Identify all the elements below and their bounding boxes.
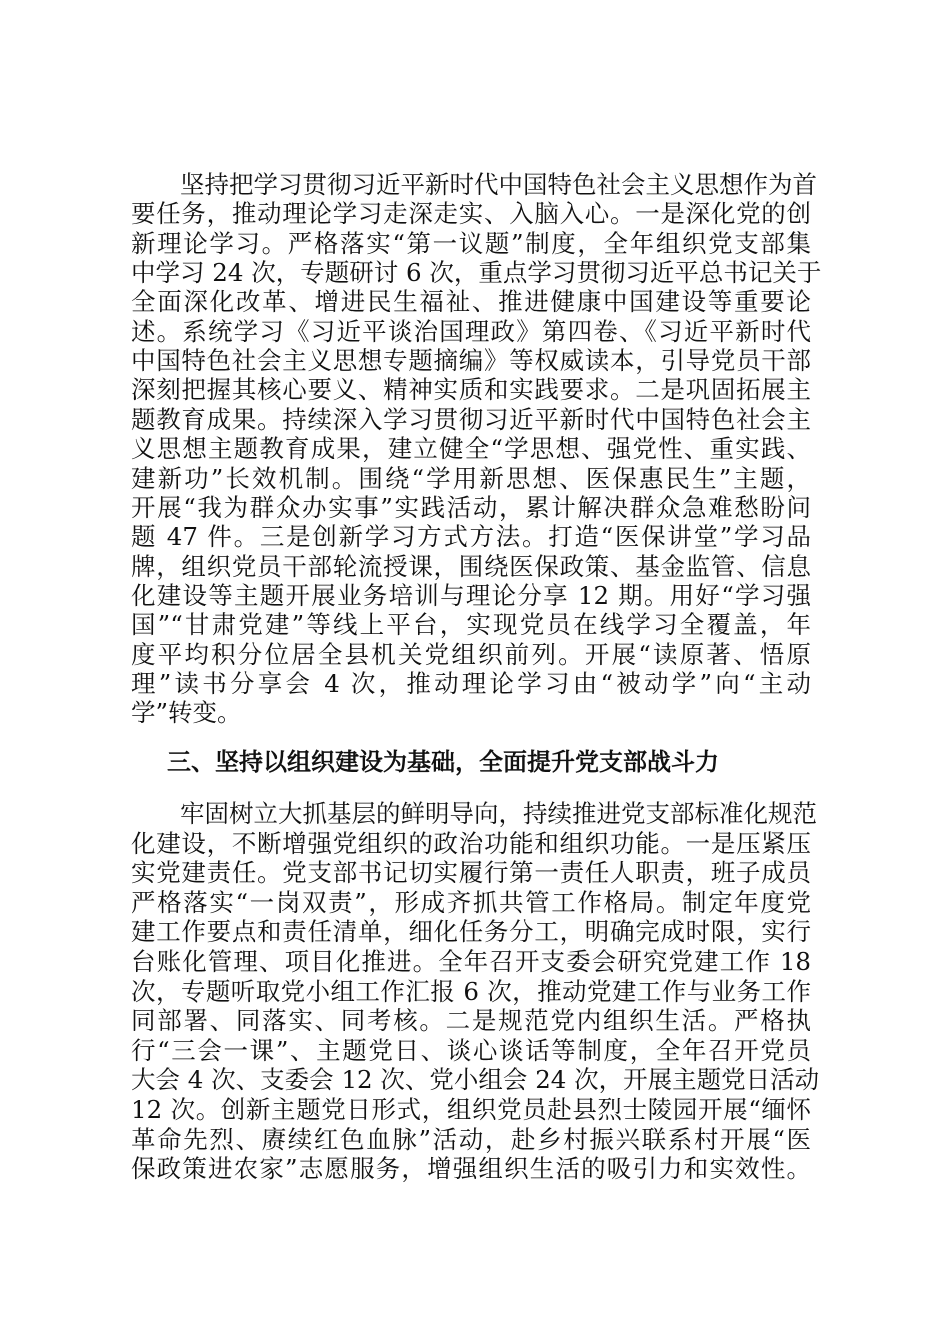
paragraph-line: 学”转变。 — [131, 698, 242, 727]
section-heading: 三、坚持以组织建设为基础，全面提升党支部战斗力 — [167, 748, 719, 776]
paragraph-line: 义思想主题教育成果，建立健全“学思想、强党性、重实践、 — [131, 434, 811, 463]
paragraph-line: 国”“甘肃党建”等线上平台，实现党员在线学习全覆盖，年 — [131, 610, 811, 639]
paragraph-line: 次，专题听取党小组工作汇报 6 次，推动党建工作与业务工作 — [131, 977, 811, 1006]
paragraph-line: 述。系统学习《习近平谈治国理政》第四卷、《习近平新时代 — [131, 317, 811, 346]
paragraph-line: 保政策进农家”志愿服务，增强组织生活的吸引力和实效性。 — [131, 1154, 811, 1183]
paragraph-line: 全面深化改革、增进民生福祉、推进健康中国建设等重要论 — [131, 287, 811, 316]
paragraph-line: 12 次。创新主题党日形式，组织党员赴县烈士陵园开展“缅怀 — [131, 1095, 811, 1124]
paragraph-line: 台账化管理、项目化推进。全年召开支委会研究党建工作 18 — [131, 947, 811, 976]
paragraph-line: 化建设，不断增强党组织的政治功能和组织功能。一是压紧压 — [131, 829, 811, 858]
paragraph-line: 中学习 24 次，专题研讨 6 次，重点学习贯彻习近平总书记关于 — [131, 258, 822, 287]
paragraph-line: 深刻把握其核心要义、精神实质和实践要求。二是巩固拓展主 — [131, 375, 811, 404]
paragraph-line: 革命先烈、赓续红色血脉”活动，赴乡村振兴联系村开展“医 — [131, 1125, 811, 1154]
paragraph-line: 严格落实“一岗双责”，形成齐抓共管工作格局。制定年度党 — [131, 888, 811, 917]
paragraph-line: 中国特色社会主义思想专题摘编》等权威读本，引导党员干部 — [131, 346, 811, 375]
paragraph-line: 行“三会一课”、主题党日、谈心谈话等制度，全年召开党员 — [131, 1036, 811, 1065]
paragraph-line: 新理论学习。严格落实“第一议题”制度，全年组织党支部集 — [131, 229, 811, 258]
paragraph-line: 理”读书分享会 4 次，推动理论学习由“被动学”向“主动 — [131, 669, 811, 698]
paragraph-line: 坚持把学习贯彻习近平新时代中国特色社会主义思想作为首 — [180, 170, 817, 199]
paragraph-line: 开展“我为群众办实事”实践活动，累计解决群众急难愁盼问 — [131, 493, 811, 522]
paragraph-line: 题 47 件。三是创新学习方式方法。打造“医保讲堂”学习品 — [131, 522, 811, 551]
paragraph-line: 牢固树立大抓基层的鲜明导向，持续推进党支部标准化规范 — [180, 799, 817, 828]
paragraph-line: 建工作要点和责任清单，细化任务分工，明确完成时限，实行 — [131, 917, 811, 946]
paragraph-line: 要任务，推动理论学习走深走实、入脑入心。一是深化党的创 — [131, 199, 811, 228]
paragraph-line: 牌，组织党员干部轮流授课，围绕医保政策、基金监管、信息 — [131, 552, 811, 581]
paragraph-line: 题教育成果。持续深入学习贯彻习近平新时代中国特色社会主 — [131, 405, 811, 434]
paragraph-line: 度平均积分位居全县机关党组织前列。开展“读原著、悟原 — [131, 640, 811, 669]
paragraph-line: 化建设等主题开展业务培训与理论分享 12 期。用好“学习强 — [131, 581, 811, 610]
paragraph-line: 大会 4 次、支委会 12 次、党小组会 24 次，开展主题党日活动 — [131, 1065, 820, 1094]
paragraph-line: 建新功”长效机制。围绕“学用新思想、医保惠民生”主题， — [131, 464, 811, 493]
paragraph-line: 同部署、同落实、同考核。二是规范党内组织生活。严格执 — [131, 1006, 811, 1035]
paragraph-line: 实党建责任。党支部书记切实履行第一责任人职责，班子成员 — [131, 858, 811, 887]
